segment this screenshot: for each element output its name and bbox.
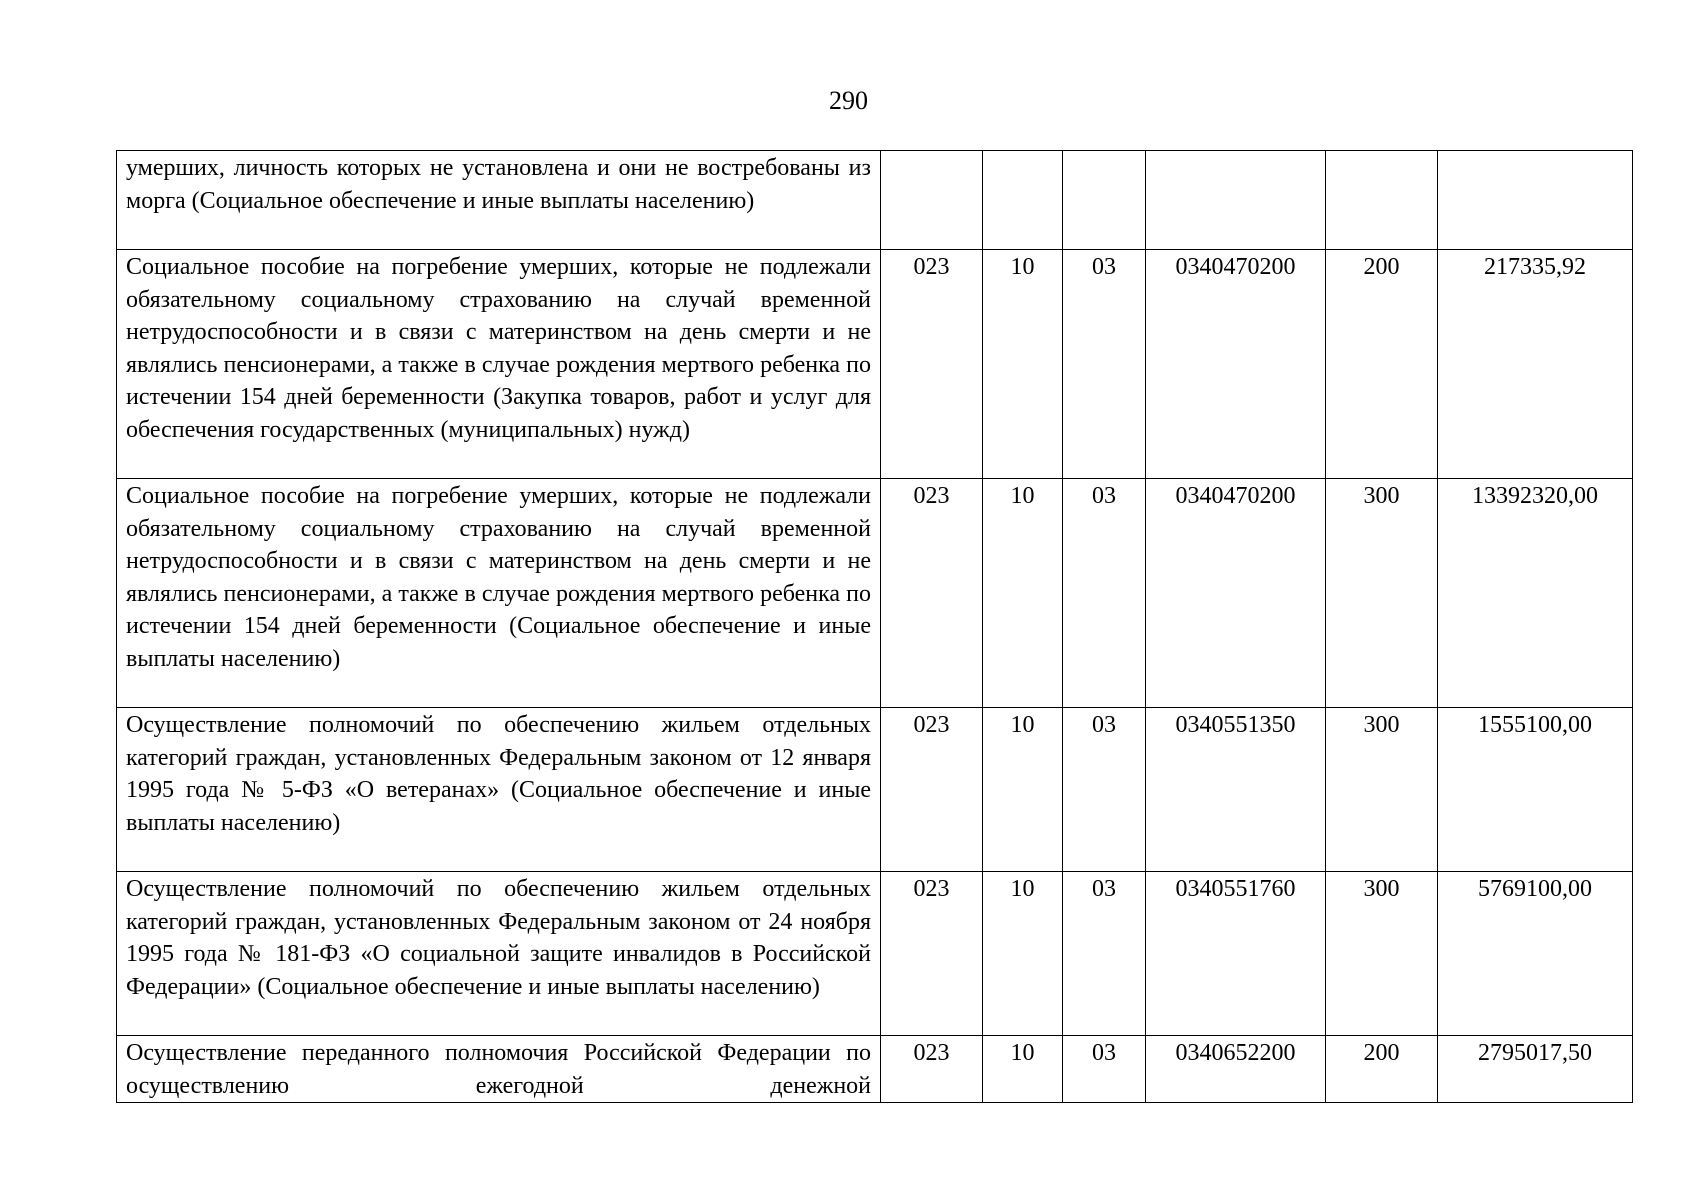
- table-row: [117, 1036, 1633, 1103]
- table-row: [117, 708, 1633, 872]
- subsection-code: 03: [1063, 479, 1146, 708]
- target-item-code: 0340551350: [1146, 708, 1326, 872]
- subsection-code: 03: [1063, 708, 1146, 872]
- ministry-code: 023: [881, 708, 983, 872]
- subsection-code: 03: [1063, 872, 1146, 1036]
- ministry-code: 023: [881, 872, 983, 1036]
- expense-type-code: 300: [1326, 872, 1438, 1036]
- amount: 13392320,00: [1438, 479, 1633, 708]
- row-description: Социальное пособие на погребение умерших, которые не подлежали обязательному социальному страхованию на случай временной нетрудоспособности и в связи с материнством на день смерти и не являлись пенсионерами, а также в случае рождения мертвого ребенка по истечении 154 дней беременности (Закупка товаров, работ и услуг для обеспечения государственных (муниципальных) нужд): [117, 250, 881, 479]
- table-row: [117, 479, 1633, 708]
- expense-type-code: 200: [1326, 250, 1438, 479]
- budget-table: [116, 150, 1633, 1103]
- subsection-code: 03: [1063, 250, 1146, 479]
- row-description: Осуществление полномочий по обеспечению жильем отдельных категорий граждан, установленных Федеральным законом от 24 ноября 1995 года № 181-ФЗ «О социальной защите инвалидов в Российской Федерации» (Социальное обеспечение и иные выплаты населению): [117, 872, 881, 1036]
- section-code: 10: [983, 708, 1063, 872]
- page-number: 290: [829, 86, 868, 115]
- section-code: 10: [983, 872, 1063, 1036]
- expense-type-code: [1326, 151, 1438, 250]
- amount: 1555100,00: [1438, 708, 1633, 872]
- row-description: Осуществление переданного полномочия Российской Федерации по осуществлению ежегодной денежной: [117, 1036, 881, 1103]
- amount: 2795017,50: [1438, 1036, 1633, 1103]
- expense-type-code: 300: [1326, 708, 1438, 872]
- target-item-code: 0340652200: [1146, 1036, 1326, 1103]
- table-row: [117, 151, 1633, 250]
- subsection-code: [1063, 151, 1146, 250]
- row-description: Социальное пособие на погребение умерших, которые не подлежали обязательному социальному страхованию на случай временной нетрудоспособности и в связи с материнством на день смерти и не являлись пенсионерами, а также в случае рождения мертвого ребенка по истечении 154 дней беременности (Социальное обеспечение и иные выплаты населению): [117, 479, 881, 708]
- ministry-code: 023: [881, 479, 983, 708]
- amount: [1438, 151, 1633, 250]
- expense-type-code: 200: [1326, 1036, 1438, 1103]
- table-row: [117, 872, 1633, 1036]
- row-description: умерших, личность которых не установлена и они не востребованы из морга (Социальное обеспечение и иные выплаты населению): [117, 151, 881, 250]
- subsection-code: 03: [1063, 1036, 1146, 1103]
- ministry-code: [881, 151, 983, 250]
- section-code: 10: [983, 479, 1063, 708]
- target-item-code: 0340470200: [1146, 479, 1326, 708]
- ministry-code: 023: [881, 250, 983, 479]
- section-code: 10: [983, 250, 1063, 479]
- section-code: [983, 151, 1063, 250]
- amount: 217335,92: [1438, 250, 1633, 479]
- amount: 5769100,00: [1438, 872, 1633, 1036]
- table-row: [117, 250, 1633, 479]
- ministry-code: 023: [881, 1036, 983, 1103]
- section-code: 10: [983, 1036, 1063, 1103]
- row-description: Осуществление полномочий по обеспечению жильем отдельных категорий граждан, установленных Федеральным законом от 12 января 1995 года № 5-ФЗ «О ветеранах» (Социальное обеспечение и иные выплаты населению): [117, 708, 881, 872]
- target-item-code: 0340551760: [1146, 872, 1326, 1036]
- target-item-code: [1146, 151, 1326, 250]
- expense-type-code: 300: [1326, 479, 1438, 708]
- target-item-code: 0340470200: [1146, 250, 1326, 479]
